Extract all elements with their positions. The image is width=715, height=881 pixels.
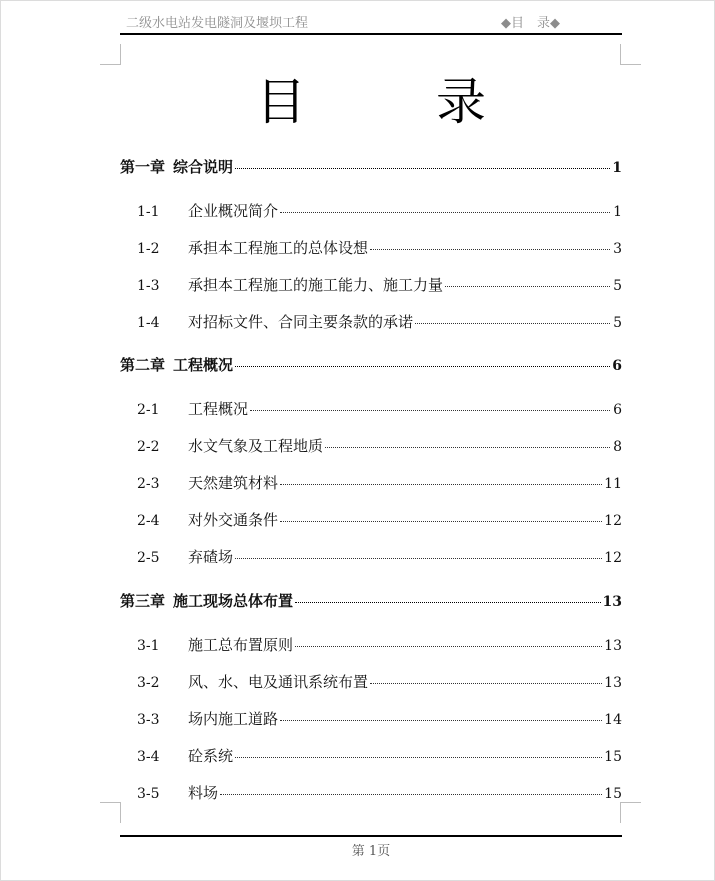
toc-entry-page: 12 (604, 513, 622, 529)
toc-entry-page: 6 (613, 402, 622, 418)
toc-entry-number: 2-4 (137, 513, 160, 529)
toc-entry-label: 水文气象及工程地质 (188, 437, 324, 455)
toc-entry-number: 3-2 (137, 675, 160, 691)
toc-chapter-entry[interactable] (120, 354, 622, 376)
toc-entry-number: 第三章 (120, 592, 166, 610)
toc-entry-number: 2-5 (137, 550, 160, 566)
toc-section-entry[interactable] (120, 435, 622, 457)
toc-entry-page: 15 (604, 749, 622, 765)
dot-leader (370, 683, 602, 684)
dot-leader (280, 521, 602, 522)
toc-entry-page: 13 (602, 594, 622, 610)
dot-leader (250, 410, 610, 411)
dot-leader (235, 168, 610, 169)
toc-entry-number: 3-5 (137, 786, 160, 802)
page-footer (120, 835, 622, 859)
toc-entry-number: 2-3 (137, 476, 160, 492)
toc-entry-label: 综合说明 (173, 158, 234, 176)
toc-entry-label: 弃碴场 (188, 548, 234, 566)
header-section: ◆目 录◆ (501, 16, 560, 31)
toc-entry-page: 5 (613, 278, 622, 294)
toc-entry-page: 13 (604, 675, 622, 691)
toc-entry-page: 6 (612, 358, 622, 374)
toc-section-entry[interactable] (120, 237, 622, 259)
toc-entry-number: 1-4 (137, 315, 160, 331)
toc-entry-label: 天然建筑材料 (188, 474, 279, 492)
toc-section-entry[interactable] (120, 472, 622, 494)
page-number: 第 1页 (351, 844, 391, 859)
dot-leader (295, 646, 602, 647)
toc-entry-number: 2-1 (137, 402, 160, 418)
page-title: 目 录 (256, 73, 526, 131)
dot-leader (235, 558, 602, 559)
toc-entry-number: 3-4 (137, 749, 160, 765)
toc-entry-number: 3-1 (137, 638, 160, 654)
toc-entry-number: 1-1 (137, 204, 160, 220)
toc-entry-number: 2-2 (137, 439, 160, 455)
toc-entry-number: 3-3 (137, 712, 160, 728)
toc-entry-label: 承担本工程施工的施工能力、施工力量 (188, 276, 444, 294)
crop-mark-top-right (620, 44, 641, 65)
toc-entry-page: 1 (613, 204, 622, 220)
toc-entry-label: 对招标文件、合同主要条款的承诺 (188, 313, 414, 331)
toc-section-entry[interactable] (120, 671, 622, 693)
crop-mark-top-left (100, 44, 121, 65)
crop-mark-bottom-left (100, 802, 121, 823)
toc-entry-label: 对外交通条件 (188, 511, 279, 529)
toc-entry-page: 5 (613, 315, 622, 331)
toc-entry-label: 施工现场总体布置 (173, 592, 294, 610)
dot-leader (280, 484, 602, 485)
toc-entry-number: 1-2 (137, 241, 160, 257)
dot-leader (280, 720, 602, 721)
toc-section-entry[interactable] (120, 509, 622, 531)
toc-entry-number: 1-3 (137, 278, 160, 294)
toc-entry-number: 第一章 (120, 158, 166, 176)
toc-section-entry[interactable] (120, 274, 622, 296)
dot-leader (445, 286, 610, 287)
toc-entry-page: 11 (604, 476, 622, 492)
toc-entry-label: 工程概况 (173, 356, 234, 374)
toc-entry-page: 12 (604, 550, 622, 566)
toc-entry-page: 15 (604, 786, 622, 802)
toc-entry-page: 3 (613, 241, 622, 257)
toc-entry-number: 第二章 (120, 356, 166, 374)
dot-leader (370, 249, 610, 250)
toc-section-entry[interactable] (120, 708, 622, 730)
toc-entry-label: 场内施工道路 (188, 710, 279, 728)
toc-section-entry[interactable] (120, 745, 622, 767)
toc-section-entry[interactable] (120, 546, 622, 568)
toc-chapter-entry[interactable] (120, 590, 622, 612)
toc-entry-page: 13 (604, 638, 622, 654)
toc-entry-label: 工程概况 (188, 400, 249, 418)
dot-leader (235, 366, 610, 367)
toc-section-entry[interactable] (120, 311, 622, 333)
toc-entry-page: 1 (612, 160, 622, 176)
dot-leader (325, 447, 610, 448)
toc-entry-page: 8 (613, 439, 622, 455)
toc-section-entry[interactable] (120, 782, 622, 804)
toc-section-entry[interactable] (120, 398, 622, 420)
toc-entry-label: 料场 (188, 784, 219, 802)
toc-section-entry[interactable] (120, 200, 622, 222)
toc-entry-label: 施工总布置原则 (188, 636, 294, 654)
toc-entry-label: 承担本工程施工的总体设想 (188, 239, 369, 257)
header-title: 二级水电站发电隧洞及堰坝工程 (126, 16, 309, 31)
dot-leader (235, 757, 602, 758)
toc-chapter-entry[interactable] (120, 156, 622, 178)
dot-leader (280, 212, 610, 213)
toc-entry-label: 风、水、电及通讯系统布置 (188, 673, 369, 691)
toc-entry-label: 砼系统 (188, 747, 234, 765)
dot-leader (295, 602, 600, 603)
toc-section-entry[interactable] (120, 634, 622, 656)
toc-entry-page: 14 (604, 712, 622, 728)
dot-leader (415, 323, 610, 324)
toc-entry-label: 企业概况简介 (188, 202, 279, 220)
page-header (120, 11, 622, 35)
dot-leader (220, 794, 602, 795)
crop-mark-bottom-right (620, 802, 641, 823)
